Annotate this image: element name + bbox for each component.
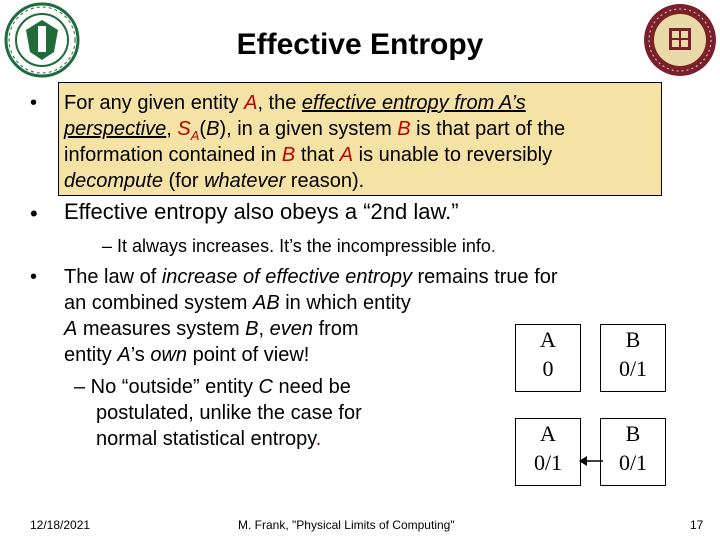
entity-a-label: A — [540, 421, 556, 446]
system-b-value: 0/1 — [618, 450, 648, 475]
bullet3-subitem-line3: normal statistical entropy. — [96, 428, 322, 450]
bullet3-line2: an combined system AB in which entity — [64, 292, 411, 314]
bullet3-line3: A measures system B, even from — [64, 318, 359, 340]
bullet1-line1: For any given entity A, the effective entropy from A’s — [64, 92, 526, 114]
measurement-arrow-icon — [579, 455, 603, 467]
system-b-label: B — [625, 421, 641, 446]
bullet2-subitem: – It always increases. It’s the incompressible info. — [102, 236, 496, 256]
footer-author: M. Frank, "Physical Limits of Computing" — [238, 518, 455, 532]
bullet2-text: Effective entropy also obeys a “2nd law.” — [64, 199, 459, 224]
bullet-dot: • — [30, 201, 38, 226]
entity-a-value: 0 — [542, 356, 554, 381]
bullet-dot: • — [30, 266, 38, 288]
footer-date: 12/18/2021 — [30, 518, 91, 532]
entity-a-value: 0/1 — [533, 450, 563, 475]
bullet-dot: • — [30, 92, 38, 114]
slide-number: 17 — [690, 518, 704, 532]
bullet3-subitem-line1: – No “outside” entity C need be — [74, 376, 351, 398]
bullet1-line3: information contained in B that A is unable to reversibly — [64, 144, 553, 166]
slide-title: Effective Entropy — [236, 28, 484, 61]
system-b-value: 0/1 — [618, 356, 648, 381]
bullet3-line1: The law of increase of effective entropy remains true for — [64, 266, 558, 288]
entity-a-box-final — [515, 418, 581, 486]
bullet1-line4: decompute (for whatever reason). — [64, 170, 365, 192]
bullet3-line4: entity A’s own point of view! — [64, 344, 310, 366]
entity-a-label: A — [540, 327, 556, 352]
system-b-box-initial — [600, 324, 666, 392]
system-b-box-final — [600, 418, 666, 486]
system-b-label: B — [625, 327, 641, 352]
bullet1-line2: perspective, $S_A(B)$, in a given system B is that part of the — [64, 118, 566, 143]
bullet3-subitem-line2: postulated, unlike the case for — [96, 402, 362, 424]
entity-a-box-initial — [515, 324, 581, 392]
